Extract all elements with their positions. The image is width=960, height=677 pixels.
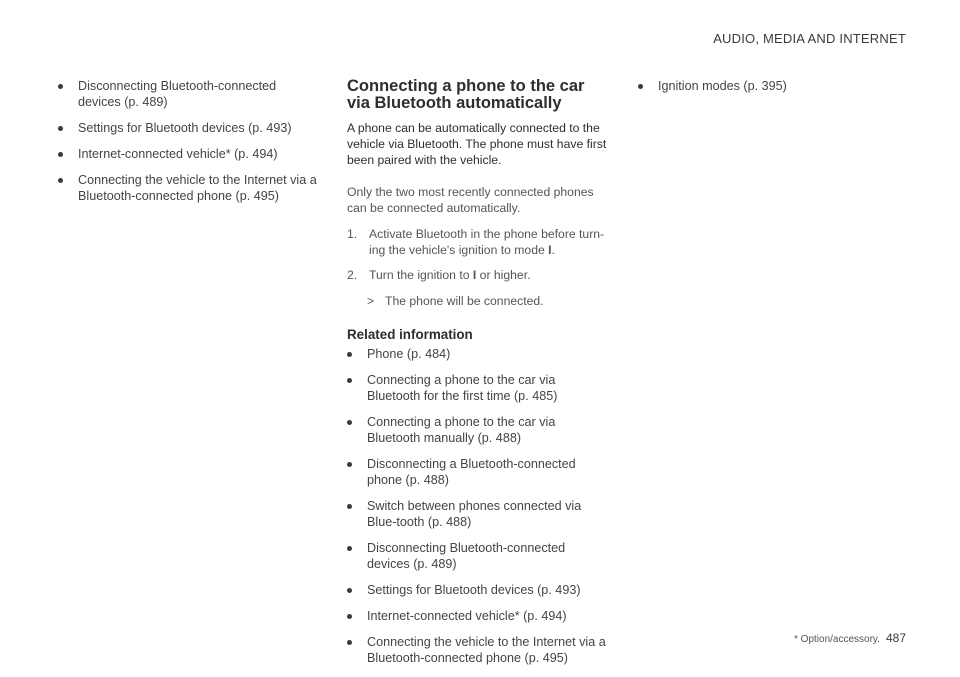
bullet-icon — [347, 462, 352, 467]
bullet-icon — [347, 640, 352, 645]
left-related-list — [58, 78, 320, 204]
right-column — [638, 78, 900, 104]
related-information-heading: Related information — [347, 327, 473, 342]
bullet-icon — [347, 378, 352, 383]
related-information-list — [347, 346, 609, 666]
bullet-icon — [347, 614, 352, 619]
footnote: * Option/accessory. — [794, 634, 880, 645]
list-item[interactable]: Connecting the vehicle to the Internet via a Bluetooth-connected phone (p. 495) — [58, 172, 320, 204]
step-result: > The phone will be connected. — [367, 294, 544, 308]
bullet-icon — [638, 84, 643, 89]
list-item[interactable]: Connecting the vehicle to the Internet via a Bluetooth-connected phone (p. 495) — [347, 634, 609, 666]
list-item[interactable]: Switch between phones connected via Blue-tooth (p. 488) — [347, 498, 609, 530]
ignition-mode: I — [472, 268, 477, 282]
right-related-list — [638, 78, 900, 94]
list-item[interactable]: Settings for Bluetooth devices (p. 493) — [58, 120, 320, 136]
list-item[interactable]: Internet-connected vehicle* (p. 494) — [58, 146, 320, 162]
bullet-icon — [58, 152, 63, 157]
bullet-icon — [347, 352, 352, 357]
list-item[interactable]: Phone (p. 484) — [347, 346, 609, 362]
step-number: 1. — [347, 227, 358, 241]
ignition-mode: I — [548, 243, 552, 257]
page-header-title: AUDIO, MEDIA AND INTERNET — [713, 31, 906, 46]
bullet-icon — [347, 588, 352, 593]
list-item[interactable]: Disconnecting a Bluetooth-connected phone (p. 488) — [347, 456, 609, 488]
list-item[interactable]: Disconnecting Bluetooth-connected devices (p. 489) — [347, 540, 609, 572]
left-column — [58, 78, 320, 214]
bullet-icon — [58, 126, 63, 131]
list-item[interactable]: Ignition modes (p. 395) — [638, 78, 900, 94]
result-arrow-icon: > — [367, 294, 375, 308]
section-heading: Connecting a phone to the car via Bluetooth automatically — [347, 77, 585, 112]
middle-column — [347, 78, 609, 676]
step-number: 2. — [347, 268, 358, 282]
bullet-icon — [347, 420, 352, 425]
step-item: 1. Activate Bluetooth in the phone before turn-ing the vehicle's ignition to mode I. — [347, 227, 605, 257]
bullet-icon — [347, 504, 352, 509]
bullet-icon — [58, 178, 63, 183]
intro-paragraph: A phone can be automatically connected to the vehicle via Bluetooth. The phone must have first been paired with the vehicle. — [347, 121, 607, 167]
list-item[interactable]: Settings for Bluetooth devices (p. 493) — [347, 582, 609, 598]
list-item[interactable]: Internet-connected vehicle* (p. 494) — [347, 608, 609, 624]
list-item[interactable]: Disconnecting Bluetooth-connected devices (p. 489) — [58, 78, 320, 110]
bullet-icon — [347, 546, 352, 551]
bullet-icon — [58, 84, 63, 89]
body-paragraph: Only the two most recently connected phones can be connected automatically. — [347, 185, 594, 215]
list-item[interactable]: Connecting a phone to the car via Bluetooth for the first time (p. 485) — [347, 372, 609, 404]
page-footer — [794, 631, 906, 645]
steps-list — [347, 226, 609, 283]
step-item: 2. Turn the ignition to I or higher. — [347, 268, 531, 282]
list-item[interactable]: Connecting a phone to the car via Bluetooth manually (p. 488) — [347, 414, 609, 446]
page-number: 487 — [885, 631, 906, 645]
